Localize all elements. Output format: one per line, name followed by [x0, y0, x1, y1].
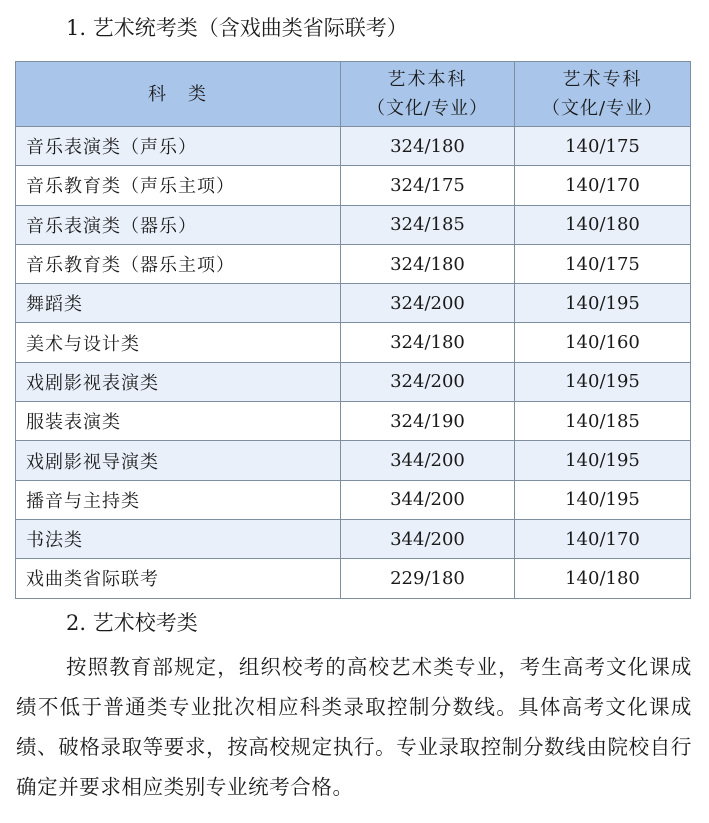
- row-subject: 音乐表演类（声乐）: [16, 127, 341, 166]
- header-subject-label: 科 类: [148, 83, 208, 105]
- table-row: [16, 441, 691, 480]
- row-bachelor-score: 324/185: [341, 205, 515, 244]
- header-associate-title: 艺术专科: [562, 69, 643, 90]
- body-paragraph: 按照教育部规定，组织校考的高校艺术类专业，考生高考文化课成绩不低于普通类专业批次相应科类录取控制分数线。具体高考文化课成绩、破格录取等要求，按高校规定执行。专业录取控制分数线由院校自行确定并要求相应类别专业统考合格。: [16, 655, 692, 799]
- row-bachelor-score: 324/180: [341, 127, 515, 166]
- row-associate-score: 140/170: [515, 519, 691, 558]
- table-row: [16, 559, 691, 598]
- table-row: [16, 127, 691, 166]
- table-header-row: [16, 62, 691, 127]
- row-associate-score: 140/175: [515, 127, 691, 166]
- row-bachelor-score: 229/180: [341, 559, 515, 598]
- row-subject: 音乐教育类（声乐主项）: [16, 166, 341, 205]
- section-heading-school-exam: 2. 艺术校考类: [66, 611, 198, 635]
- row-associate-score: 140/180: [515, 559, 691, 598]
- table-row: [16, 244, 691, 283]
- table-row: [16, 480, 691, 519]
- row-subject: 播音与主持类: [16, 480, 341, 519]
- header-bachelor-title: 艺术本科: [387, 69, 468, 90]
- header-subject: [16, 62, 341, 127]
- row-subject: 戏曲类省际联考: [16, 559, 341, 598]
- table-row: [16, 166, 691, 205]
- row-subject: 戏剧影视导演类: [16, 441, 341, 480]
- row-subject: 服装表演类: [16, 402, 341, 441]
- row-bachelor-score: 324/190: [341, 402, 515, 441]
- row-associate-score: 140/175: [515, 244, 691, 283]
- row-associate-score: 140/185: [515, 402, 691, 441]
- row-bachelor-score: 324/180: [341, 323, 515, 362]
- table-row: [16, 402, 691, 441]
- row-subject: 音乐表演类（器乐）: [16, 205, 341, 244]
- section-heading-unified-exam: 1. 艺术统考类（含戏曲类省际联考）: [66, 16, 408, 40]
- row-bachelor-score: 324/180: [341, 244, 515, 283]
- row-associate-score: 140/195: [515, 441, 691, 480]
- row-associate-score: 140/170: [515, 166, 691, 205]
- table-row: [16, 205, 691, 244]
- header-bachelor-sub: （文化/专业）: [366, 98, 489, 119]
- row-associate-score: 140/180: [515, 205, 691, 244]
- row-bachelor-score: 324/175: [341, 166, 515, 205]
- header-associate-sub: （文化/专业）: [541, 98, 664, 119]
- row-bachelor-score: 324/200: [341, 362, 515, 401]
- table-row: [16, 519, 691, 558]
- row-bachelor-score: 344/200: [341, 480, 515, 519]
- row-subject: 书法类: [16, 519, 341, 558]
- row-associate-score: 140/160: [515, 323, 691, 362]
- score-table: [15, 61, 691, 599]
- row-bachelor-score: 344/200: [341, 441, 515, 480]
- row-bachelor-score: 344/200: [341, 519, 515, 558]
- table-row: [16, 362, 691, 401]
- row-subject: 美术与设计类: [16, 323, 341, 362]
- row-bachelor-score: 324/200: [341, 284, 515, 323]
- table-row: [16, 323, 691, 362]
- row-subject: 戏剧影视表演类: [16, 362, 341, 401]
- row-subject: 音乐教育类（器乐主项）: [16, 244, 341, 283]
- table-row: [16, 284, 691, 323]
- header-bachelor: [341, 62, 515, 127]
- row-associate-score: 140/195: [515, 480, 691, 519]
- row-associate-score: 140/195: [515, 362, 691, 401]
- row-subject: 舞蹈类: [16, 284, 341, 323]
- row-associate-score: 140/195: [515, 284, 691, 323]
- header-associate: [515, 62, 691, 127]
